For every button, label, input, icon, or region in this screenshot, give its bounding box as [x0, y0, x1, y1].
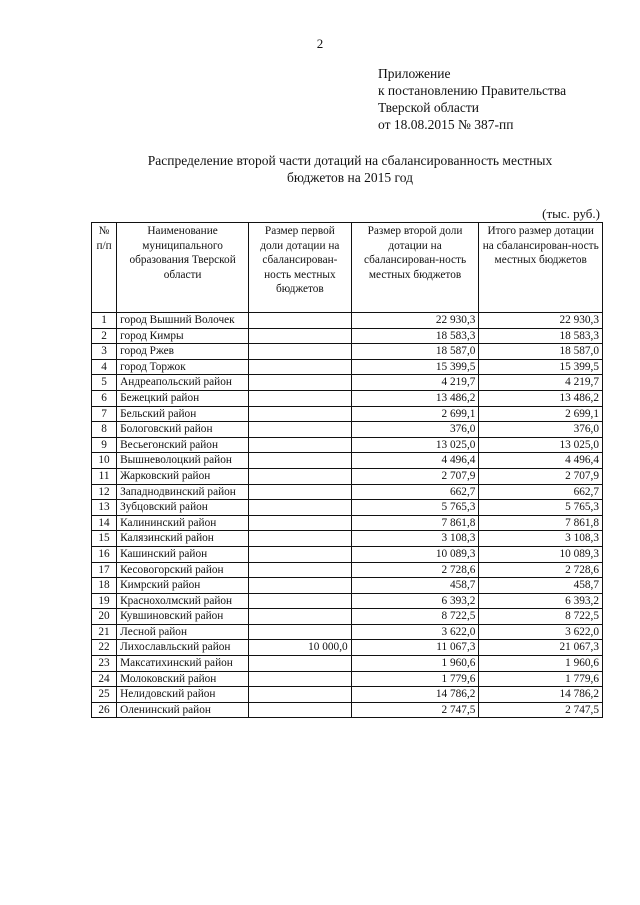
row-number: 8	[92, 422, 117, 438]
total-value: 5 765,3	[479, 500, 603, 516]
title-line: бюджетов на 2015 год	[287, 170, 413, 185]
first-share-value	[249, 468, 352, 484]
total-value: 2 707,9	[479, 468, 603, 484]
municipality-name: Кувшиновский район	[117, 609, 249, 625]
first-share-value	[249, 484, 352, 500]
municipality-name: Калязинский район	[117, 531, 249, 547]
municipality-name: Лесной район	[117, 624, 249, 640]
table-row	[92, 640, 603, 656]
first-share-value: 10 000,0	[249, 640, 352, 656]
total-value: 4 496,4	[479, 453, 603, 469]
table-row	[92, 546, 603, 562]
second-share-value: 11 067,3	[351, 640, 479, 656]
municipality-name: Андреапольский район	[117, 375, 249, 391]
total-value: 2 728,6	[479, 562, 603, 578]
second-share-value: 1 779,6	[351, 671, 479, 687]
row-number: 9	[92, 437, 117, 453]
total-value: 2 747,5	[479, 702, 603, 718]
total-value: 376,0	[479, 422, 603, 438]
total-value: 22 930,3	[479, 313, 603, 329]
total-value: 18 583,3	[479, 328, 603, 344]
header-name: Наименование муниципального образования Тверской области	[117, 223, 249, 313]
table-header-row	[92, 223, 603, 313]
row-number: 23	[92, 656, 117, 672]
second-share-value: 14 786,2	[351, 687, 479, 703]
table-row	[92, 437, 603, 453]
municipality-name: Вышневолоцкий район	[117, 453, 249, 469]
municipality-name: Оленинский район	[117, 702, 249, 718]
row-number: 7	[92, 406, 117, 422]
appendix-block	[378, 65, 566, 133]
second-share-value: 6 393,2	[351, 593, 479, 609]
table-row	[92, 687, 603, 703]
second-share-value: 1 960,6	[351, 656, 479, 672]
total-value: 8 722,5	[479, 609, 603, 625]
first-share-value	[249, 422, 352, 438]
row-number: 4	[92, 359, 117, 375]
municipality-name: город Кимры	[117, 328, 249, 344]
total-value: 13 486,2	[479, 390, 603, 406]
first-share-value	[249, 515, 352, 531]
table-row	[92, 624, 603, 640]
table-row	[92, 468, 603, 484]
municipality-name: Жарковский район	[117, 468, 249, 484]
first-share-value	[249, 609, 352, 625]
subsidy-table	[91, 222, 603, 718]
total-value: 662,7	[479, 484, 603, 500]
municipality-name: город Ржев	[117, 344, 249, 360]
table-row	[92, 500, 603, 516]
first-share-value	[249, 578, 352, 594]
total-value: 3 108,3	[479, 531, 603, 547]
second-share-value: 458,7	[351, 578, 479, 594]
table-row	[92, 578, 603, 594]
first-share-value	[249, 390, 352, 406]
municipality-name: Весьегонский район	[117, 437, 249, 453]
municipality-name: Бологовский район	[117, 422, 249, 438]
row-number: 17	[92, 562, 117, 578]
municipality-name: Зубцовский район	[117, 500, 249, 516]
table-body	[92, 313, 603, 718]
second-share-value: 13 025,0	[351, 437, 479, 453]
first-share-value	[249, 624, 352, 640]
municipality-name: Кимрский район	[117, 578, 249, 594]
second-share-value: 7 861,8	[351, 515, 479, 531]
row-number: 24	[92, 671, 117, 687]
first-share-value	[249, 375, 352, 391]
total-value: 10 089,3	[479, 546, 603, 562]
first-share-value	[249, 313, 352, 329]
first-share-value	[249, 500, 352, 516]
table-row	[92, 328, 603, 344]
appendix-line: Приложение	[378, 66, 451, 81]
second-share-value: 22 930,3	[351, 313, 479, 329]
second-share-value: 2 747,5	[351, 702, 479, 718]
first-share-value	[249, 687, 352, 703]
total-value: 2 699,1	[479, 406, 603, 422]
total-value: 14 786,2	[479, 687, 603, 703]
municipality-name: Молоковский район	[117, 671, 249, 687]
total-value: 1 960,6	[479, 656, 603, 672]
appendix-line: к постановлению Правительства	[378, 83, 567, 98]
second-share-value: 4 219,7	[351, 375, 479, 391]
first-share-value	[249, 546, 352, 562]
table-row	[92, 344, 603, 360]
row-number: 12	[92, 484, 117, 500]
municipality-name: Калининский район	[117, 515, 249, 531]
first-share-value	[249, 656, 352, 672]
total-value: 15 399,5	[479, 359, 603, 375]
header-total: Итого размер дотации на сбалансирован-ность местных бюджетов	[479, 223, 603, 313]
appendix-line: Тверской области	[378, 100, 479, 115]
second-share-value: 8 722,5	[351, 609, 479, 625]
table-row	[92, 313, 603, 329]
document-title	[80, 152, 620, 186]
header-second-share: Размер второй доли дотации на сбалансирован-ность местных бюджетов	[351, 223, 479, 313]
row-number: 18	[92, 578, 117, 594]
second-share-value: 18 583,3	[351, 328, 479, 344]
table-row	[92, 609, 603, 625]
total-value: 4 219,7	[479, 375, 603, 391]
table-row	[92, 702, 603, 718]
first-share-value	[249, 328, 352, 344]
table-row	[92, 656, 603, 672]
second-share-value: 15 399,5	[351, 359, 479, 375]
second-share-value: 10 089,3	[351, 546, 479, 562]
row-number: 25	[92, 687, 117, 703]
first-share-value	[249, 593, 352, 609]
municipality-name: Лихославльский район	[117, 640, 249, 656]
appendix-line: от 18.08.2015 № 387-пп	[378, 117, 514, 132]
municipality-name: Бельский район	[117, 406, 249, 422]
page-number: 2	[316, 36, 324, 51]
first-share-value	[249, 531, 352, 547]
table-row	[92, 422, 603, 438]
total-value: 13 025,0	[479, 437, 603, 453]
first-share-value	[249, 344, 352, 360]
total-value: 1 779,6	[479, 671, 603, 687]
first-share-value	[249, 453, 352, 469]
second-share-value: 5 765,3	[351, 500, 479, 516]
units-label: (тыс. руб.)	[542, 206, 600, 221]
total-value: 21 067,3	[479, 640, 603, 656]
total-value: 458,7	[479, 578, 603, 594]
total-value: 18 587,0	[479, 344, 603, 360]
title-line: Распределение второй части дотаций на сбалансированность местных	[147, 153, 553, 168]
second-share-value: 2 707,9	[351, 468, 479, 484]
first-share-value	[249, 562, 352, 578]
total-value: 6 393,2	[479, 593, 603, 609]
row-number: 14	[92, 515, 117, 531]
row-number: 26	[92, 702, 117, 718]
row-number: 10	[92, 453, 117, 469]
row-number: 3	[92, 344, 117, 360]
row-number: 11	[92, 468, 117, 484]
table-row	[92, 531, 603, 547]
table-row	[92, 515, 603, 531]
first-share-value	[249, 702, 352, 718]
table-row	[92, 406, 603, 422]
table-row	[92, 562, 603, 578]
first-share-value	[249, 359, 352, 375]
municipality-name: Кашинский район	[117, 546, 249, 562]
first-share-value	[249, 671, 352, 687]
total-value: 7 861,8	[479, 515, 603, 531]
table-row	[92, 359, 603, 375]
table-row	[92, 593, 603, 609]
row-number: 5	[92, 375, 117, 391]
municipality-name: Западнодвинский район	[117, 484, 249, 500]
header-first-share: Размер первой доли дотации на сбалансирован-ность местных бюджетов	[249, 223, 352, 313]
row-number: 19	[92, 593, 117, 609]
row-number: 21	[92, 624, 117, 640]
second-share-value: 13 486,2	[351, 390, 479, 406]
municipality-name: Краснохолмский район	[117, 593, 249, 609]
second-share-value: 2 699,1	[351, 406, 479, 422]
header-num: № п/п	[92, 223, 117, 313]
total-value: 3 622,0	[479, 624, 603, 640]
table-row	[92, 484, 603, 500]
table-row	[92, 453, 603, 469]
second-share-value: 4 496,4	[351, 453, 479, 469]
row-number: 16	[92, 546, 117, 562]
first-share-value	[249, 406, 352, 422]
municipality-name: город Торжок	[117, 359, 249, 375]
row-number: 13	[92, 500, 117, 516]
second-share-value: 662,7	[351, 484, 479, 500]
second-share-value: 3 622,0	[351, 624, 479, 640]
second-share-value: 18 587,0	[351, 344, 479, 360]
municipality-name: Нелидовский район	[117, 687, 249, 703]
row-number: 2	[92, 328, 117, 344]
municipality-name: Бежецкий район	[117, 390, 249, 406]
municipality-name: Кесовогорский район	[117, 562, 249, 578]
first-share-value	[249, 437, 352, 453]
municipality-name: город Вышний Волочек	[117, 313, 249, 329]
row-number: 20	[92, 609, 117, 625]
row-number: 15	[92, 531, 117, 547]
second-share-value: 3 108,3	[351, 531, 479, 547]
row-number: 6	[92, 390, 117, 406]
second-share-value: 376,0	[351, 422, 479, 438]
table-row	[92, 390, 603, 406]
row-number: 22	[92, 640, 117, 656]
table-row	[92, 671, 603, 687]
second-share-value: 2 728,6	[351, 562, 479, 578]
table-row	[92, 375, 603, 391]
municipality-name: Максатихинский район	[117, 656, 249, 672]
row-number: 1	[92, 313, 117, 329]
